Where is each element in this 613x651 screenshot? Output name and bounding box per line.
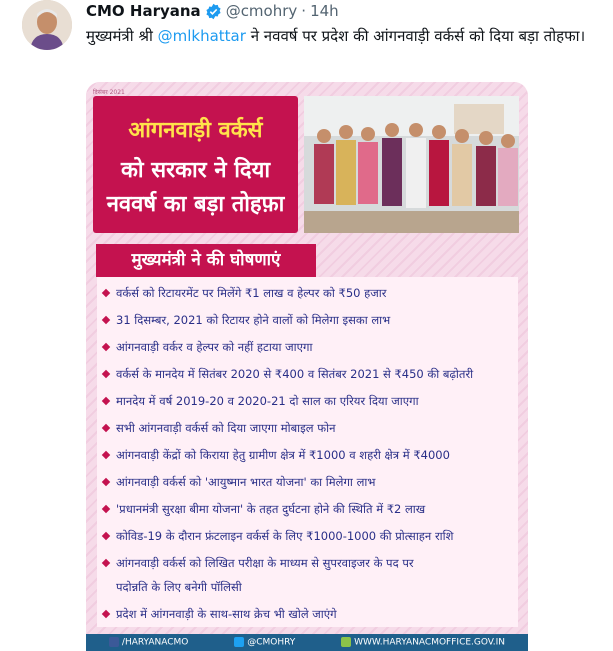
poster-title-box — [93, 96, 298, 233]
announcements-banner: मुख्यमंत्री ने की घोषणाएं — [96, 244, 316, 277]
bullet-icon — [102, 370, 110, 378]
list-item: आंगनवाड़ी वर्कर्स को 'आयुष्मान भारत योजना' का मिलेगा लाभ — [97, 470, 518, 494]
list-item: आंगनवाड़ी वर्कर्स को लिखित परीक्षा के माध्यम से सुपरवाइजर के पद पर — [97, 551, 518, 575]
list-item: 31 दिसम्बर, 2021 को रिटायर होने वालों को मिलेगा इसका लाभ — [97, 308, 518, 332]
list-item: प्रदेश में आंगनवाड़ी के साथ-साथ क्रेच भी खोले जाएंगे — [97, 602, 518, 626]
bullet-icon — [102, 505, 110, 513]
poster-title-line2: को सरकार ने दिया — [120, 158, 271, 183]
avatar[interactable] — [22, 0, 72, 50]
author-name[interactable]: CMO Haryana — [86, 2, 201, 20]
bullet-icon — [102, 343, 110, 351]
facebook-icon — [109, 637, 119, 647]
list-item: आंगनवाड़ी वर्कर व हेल्पर को नहीं हटाया जाएगा — [97, 335, 518, 359]
bullet-icon — [102, 451, 110, 459]
tweet-header — [86, 1, 339, 21]
tweet-media-image[interactable] — [86, 82, 528, 651]
tweet-text-part1: मुख्यमंत्री श्री — [86, 27, 158, 45]
bullet-icon — [102, 478, 110, 486]
footer-website: WWW.HARYANACMOFFICE.GOV.IN — [341, 637, 505, 648]
globe-icon — [341, 637, 351, 647]
poster — [86, 82, 528, 651]
list-item: आंगनवाड़ी केंद्रों को किराया हेतु ग्रामीण क्षेत्र में ₹1000 व शहरी क्षेत्र में ₹4000 — [97, 443, 518, 467]
group-photo — [304, 96, 519, 233]
list-item: कोविड-19 के दौरान फ्रंटलाइन वर्कर्स के लिए ₹1000-1000 की प्रोत्साहन राशि — [97, 524, 518, 548]
bullet-icon — [102, 610, 110, 618]
bullet-icon — [102, 559, 110, 567]
footer-facebook: /HARYANACMO — [109, 637, 188, 648]
list-item: 'प्रधानमंत्री सुरक्षा बीमा योजना' के तहत दुर्घटना होने की स्थिति में ₹2 लाख — [97, 497, 518, 521]
person-portrait-icon — [22, 0, 72, 50]
list-item: वर्कर्स को रिटायरमेंट पर मिलेंगे ₹1 लाख व हेल्पर को ₹50 हजार — [97, 281, 518, 305]
bullet-icon — [102, 424, 110, 432]
verified-badge-icon — [205, 3, 222, 20]
bullet-icon — [102, 532, 110, 540]
list-item-continuation: पदोन्नति के लिए बनेगी पॉलिसी — [116, 579, 242, 594]
list-item: मानदेय में वर्ष 2019-20 व 2020-21 दो साल का एरियर दिया जाएगा — [97, 389, 518, 413]
poster-date-tag: दिसंबर 2021 — [93, 89, 125, 96]
poster-title-line1: आंगनवाड़ी वर्कर्स — [128, 118, 263, 143]
bullet-icon — [102, 316, 110, 324]
poster-title-line3: नववर्ष का बड़ा तोहफ़ा — [106, 192, 285, 217]
tweet-text-part2: ने नववर्ष पर प्रदेश की आंगनवाड़ी वर्कर्स को दिया बड़ा तोहफा। — [245, 27, 586, 45]
bullet-icon — [102, 289, 110, 297]
announcements-list — [97, 277, 518, 627]
footer-twitter: @CMOHRY — [234, 637, 295, 648]
tweet-timestamp[interactable]: 14h — [310, 2, 339, 20]
list-item: वर्कर्स के मानदेय में सितंबर 2020 से ₹400 व सितंबर 2021 से ₹450 की बढ़ोतरी — [97, 362, 518, 386]
bullet-icon — [102, 397, 110, 405]
twitter-icon — [234, 637, 244, 647]
author-handle[interactable]: @cmohry — [225, 2, 298, 20]
list-item: सभी आंगनवाड़ी वर्कर्स को दिया जाएगा मोबाइल फोन — [97, 416, 518, 440]
tweet-text — [86, 26, 606, 46]
mention-link[interactable]: @mlkhattar — [157, 27, 246, 45]
poster-footer — [86, 634, 528, 651]
separator-dot: · — [301, 2, 307, 20]
